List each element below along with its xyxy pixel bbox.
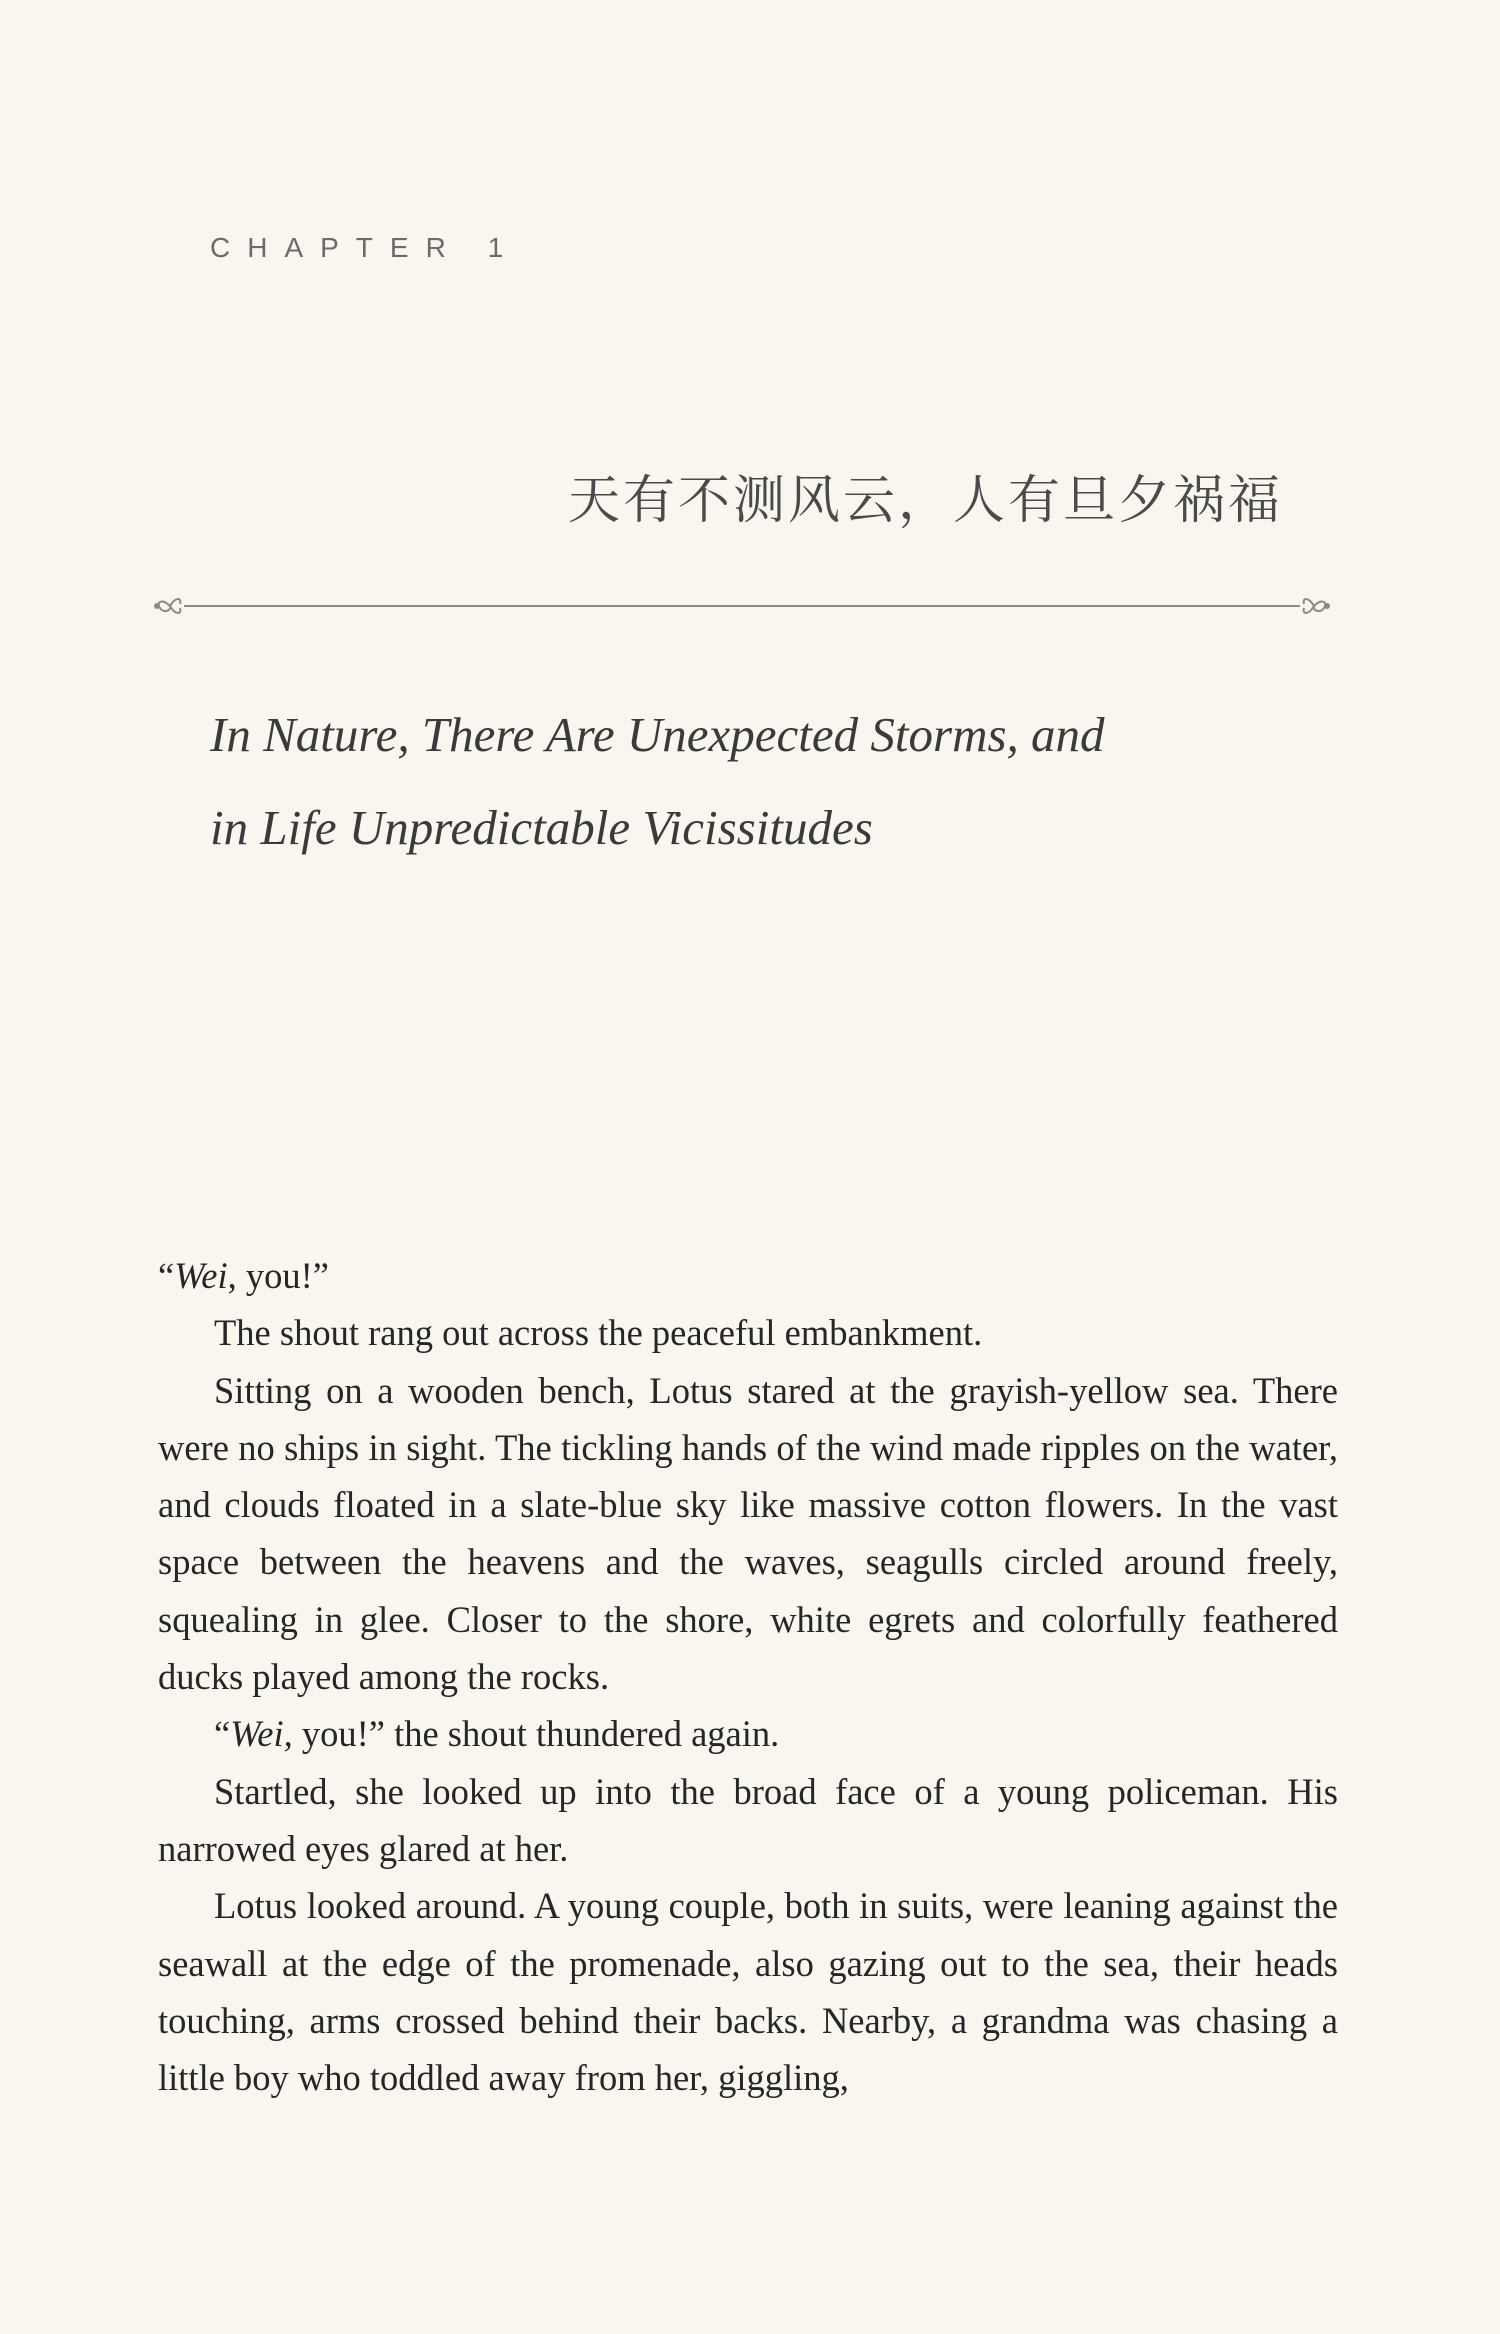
- chinese-title: 天有不测风云，人有旦夕祸福: [567, 471, 1283, 531]
- english-title-line-2: in Life Unpredictable Vicissitudes: [210, 800, 873, 855]
- paragraph-3: Sitting on a wooden bench, Lotus stared at the grayish-yellow sea. There were no ships in sight. The tickling hands of the wind made ripples on the water, and clouds floated in a slate-blue sky like massive cotton flowers. In the vast space between the heavens and the waves, seagulls circled around freely, squealing in glee. Closer to the shore, white egrets and colorfully feathered ducks played among the rocks.: [158, 1369, 1338, 1698]
- emphasis-wei: Wei: [174, 1255, 228, 1296]
- body-text: [158, 1247, 1338, 2106]
- paragraph-2: The shout rang out across the peaceful embankment.: [214, 1312, 983, 1354]
- paragraph-5: Startled, she looked up into the broad face of a young policeman. His narrowed eyes glared at her.: [158, 1770, 1338, 1869]
- paragraph-6: Lotus looked around. A young couple, both in suits, were leaning against the seawall at the edge of the promenade, also gazing out to the sea, their heads touching, arms crossed behind their backs. Nearby, a grandma was chasing a little boy who toddled away from her, giggling,: [158, 1885, 1338, 2099]
- right-flourish-icon: [1304, 599, 1329, 613]
- emphasis-wei: Wei,: [230, 1713, 293, 1755]
- english-title-line-1: In Nature, There Are Unexpected Storms, and: [210, 707, 1105, 762]
- ornament-divider: [152, 586, 1332, 626]
- english-title: [210, 688, 1310, 874]
- paragraph-4: “Wei, you!” the shout thundered again.: [214, 1713, 780, 1755]
- left-flourish-icon: [155, 599, 180, 613]
- chapter-label: CHAPTER 1: [210, 232, 521, 263]
- paragraph-1: “Wei, you!”: [158, 1255, 329, 1296]
